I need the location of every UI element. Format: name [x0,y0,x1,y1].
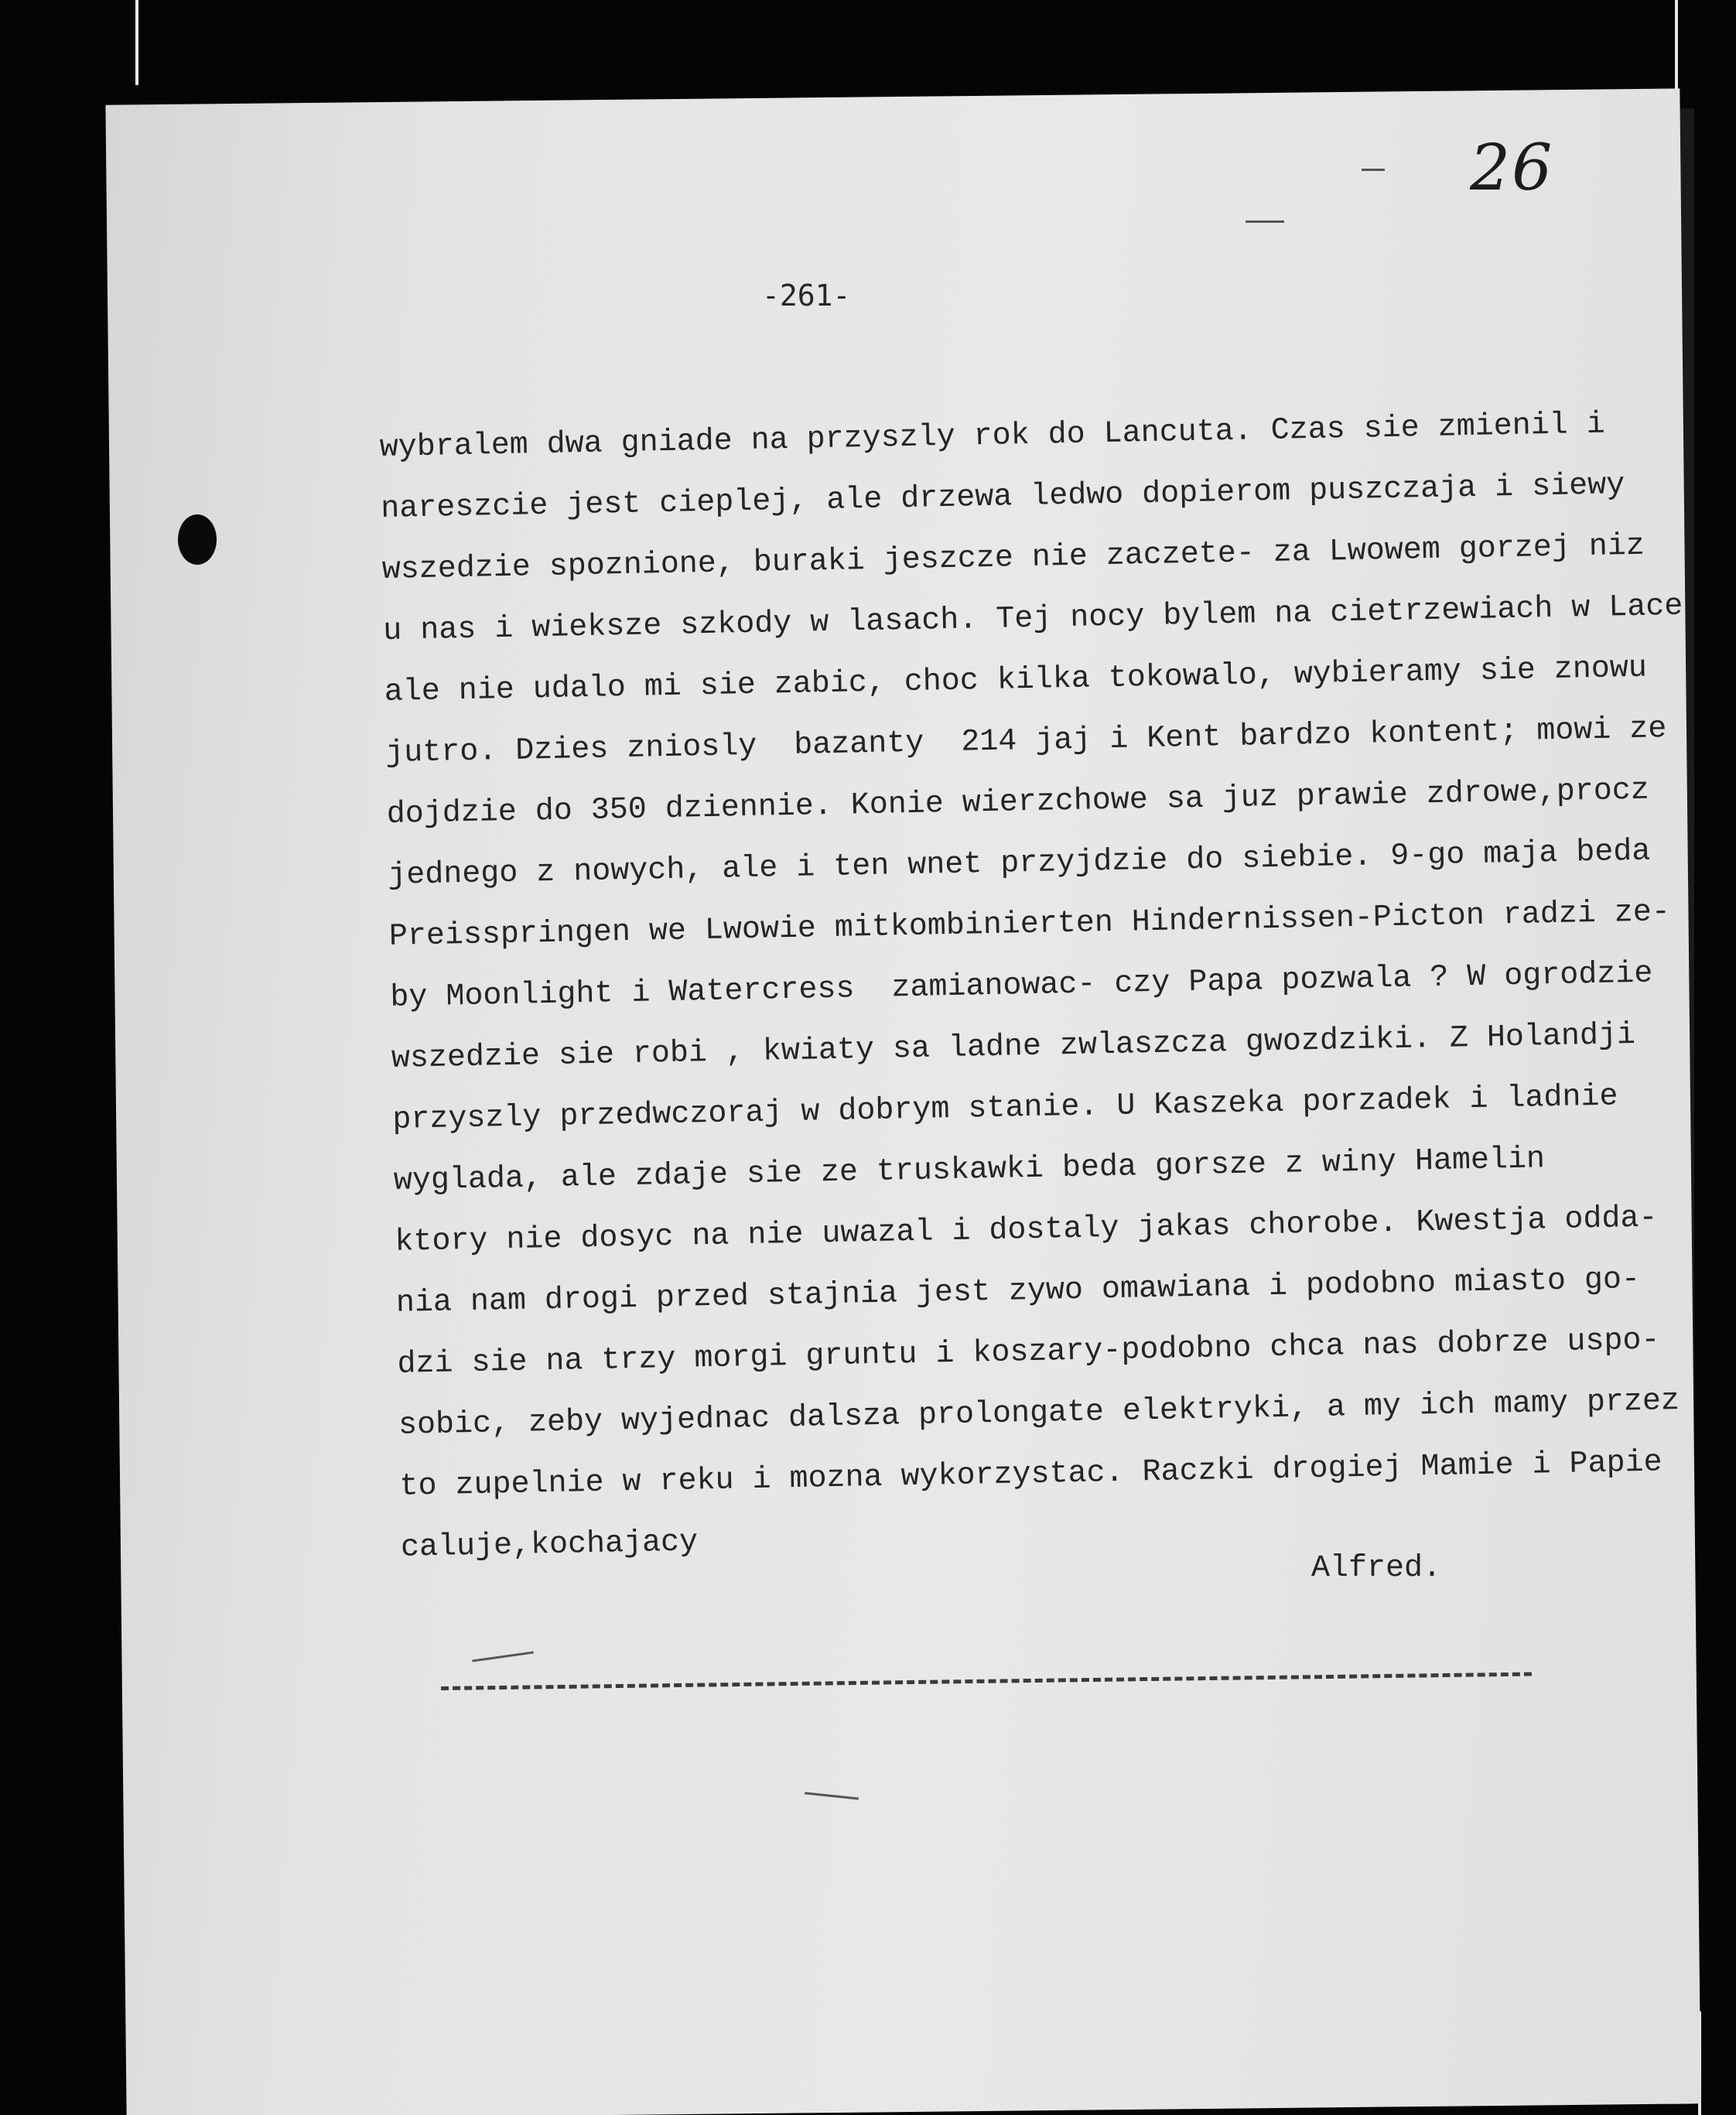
text-line: caluje,kochajacy [400,1525,699,1566]
text-line: dzi sie na trzy morgi gruntu i koszary-podobno chca nas dobrze uspo- [397,1323,1660,1382]
corner-bracket-top-left [135,0,154,85]
text-line: sobic, zeby wyjednac dalsza prolongate elektryki, a my ich mamy przez [398,1383,1680,1444]
text-line: ktory nie dosyc na nie uwazal i dostaly jakas chorobe. Kwestja odda- [395,1201,1658,1260]
stray-mark [1246,220,1284,223]
text-line: by Moonlight i Watercress zamianowac- czy Papa pozwala ? W ogrodzie [389,956,1653,1016]
text-line: jutro. Dzies zniosly bazanty 214 jaj i Kent bardzo kontent; mowi ze [384,712,1667,771]
text-line: przyszly przedwczoraj w dobrym stanie. U Kaszeka porzadek i ladnie [392,1079,1618,1138]
text-line: jednego z nowych, ale i ten wnet przyjdzie do siebie. 9-go maja beda [387,834,1651,893]
text-line: wszedzie spoznione, buraki jeszcze nie zaczete- za Lwowem gorzej niz [381,528,1645,588]
letter-body [379,392,1717,1578]
archive-page-mark: 26 [1470,132,1554,205]
page-number: -261- [762,278,851,313]
text-line: u nas i wieksze szkody w lasach. Tej nocy bylem na cietrzewiach w Lace [382,589,1683,649]
signature: Alfred. [1311,1551,1442,1586]
text-line: wybralem dwa gniade na przyszly rok do Lancuta. Czas sie zmienil i [379,407,1606,466]
text-line: wszedzie sie robi , kwiaty sa ladne zwlaszcza gwozdziki. Z Holandji [391,1017,1636,1077]
text-line: nareszcie jest cieplej, ale drzewa ledwo dopierom puszczaja i siewy [380,468,1625,527]
text-line: wyglada, ale zdaje sie ze truskawki beda gorsze z winy Hamelin [393,1142,1546,1199]
punch-hole [178,514,217,565]
corner-bracket-top-right [1675,0,1693,93]
text-line: to zupelnie w reku i mozna wykorzystac. Raczki drogiej Mamie i Papie [399,1445,1663,1505]
text-line: dojdzie do 350 dziennie. Konie wierzchowe sa juz prawie zdrowe,procz [386,773,1650,832]
text-line: ale nie udalo mi sie zabic, choc kilka tokowalo, wybieramy sie znowu [384,651,1648,710]
text-line: Preisspringen we Lwowie mitkombinierten Hindernissen-Picton radzi ze- [388,895,1671,955]
text-line: nia nam drogi przed stajnia jest zywo omawiana i podobno miasto go- [395,1262,1641,1321]
stray-mark [1362,169,1385,171]
